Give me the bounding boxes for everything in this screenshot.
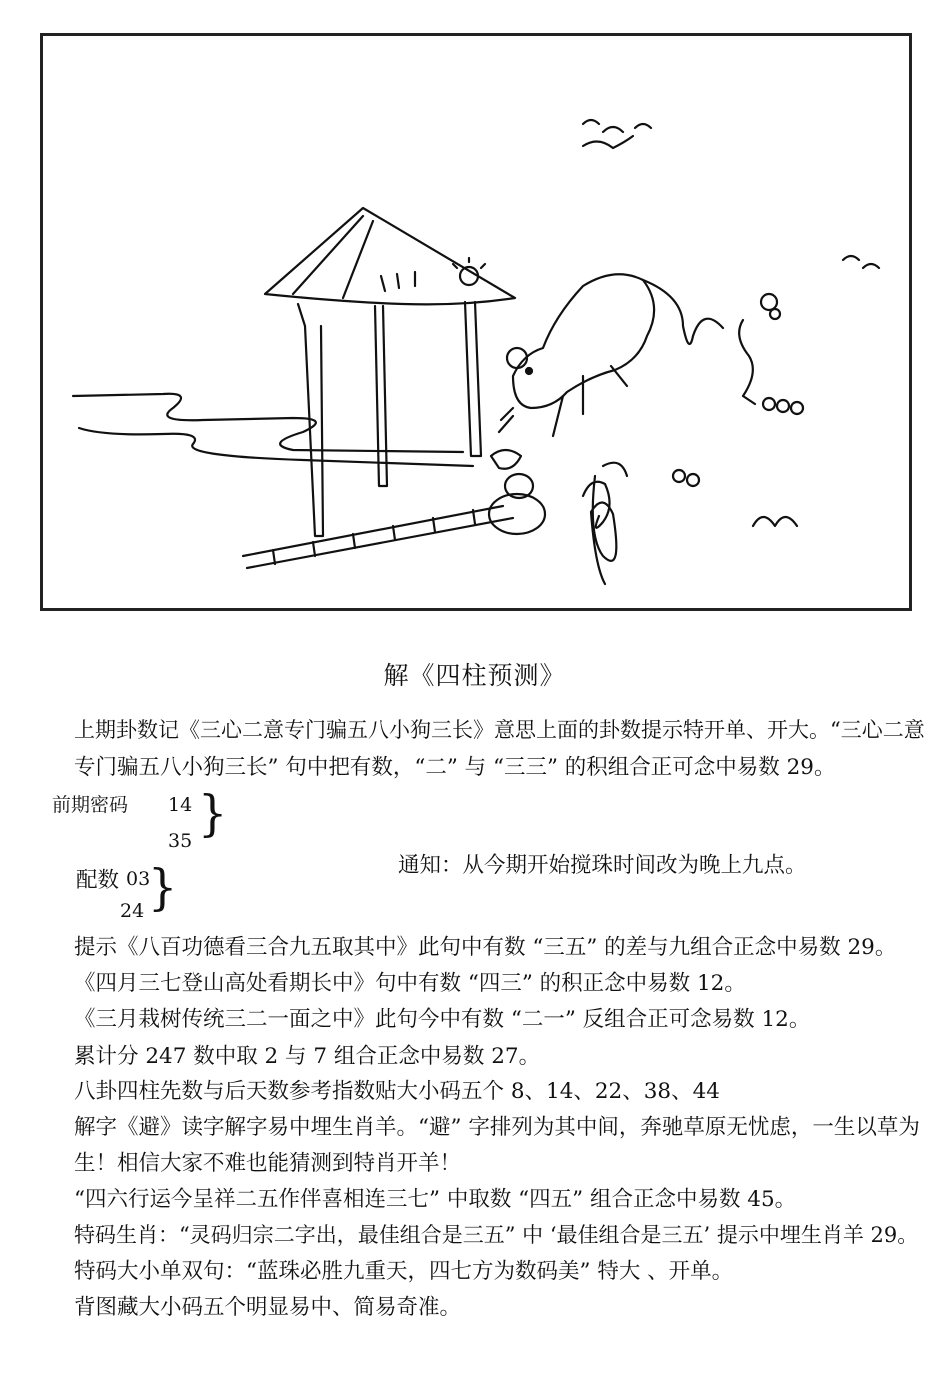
pairing-brace: }: [148, 858, 178, 916]
pavilion-pillars: [298, 302, 481, 536]
content-line-8: “四六行运今呈祥二五作伴喜相连三七” 中取数 “四五” 组合正念中易数 45。: [74, 1187, 797, 1212]
previous-code-label: 前期密码: [52, 794, 129, 816]
pairing-label: 配数: [76, 868, 120, 893]
log-ladder: [243, 506, 513, 568]
content-line-2: 《四月三七登山高处看期长中》句中有数 “四三” 的积正念中易数 12。: [74, 971, 746, 996]
content-line-6: 解字《避》读字解字易中埋生肖羊。“避” 字排列为其中间，奔驰草原无忧虑，一生以草为: [74, 1115, 920, 1140]
winding-path: [73, 394, 473, 466]
notice-text: 通知：从今期开始搅珠时间改为晚上九点。: [398, 853, 807, 878]
previous-code-brace: }: [198, 784, 228, 842]
page-title: 解《四柱预测》: [383, 661, 566, 690]
previous-code-value-2: 35: [168, 830, 193, 852]
content-line-11: 背图藏大小码五个明显易中、简易奇准。: [74, 1295, 462, 1320]
content-line-3: 《三月栽树传统三二一面之中》此句今中有数 “二一” 反组合正可念易数 12。: [74, 1007, 811, 1032]
illustration-frame: [40, 33, 912, 611]
content-line-1: 提示《八百功德看三合九五取其中》此句中有数 “三五” 的差与九组合正念中易数 29。: [74, 935, 897, 960]
pairing-value-2: 24: [120, 900, 145, 922]
flying-birds: [583, 120, 651, 132]
content-line-9: 特码生肖：“灵码归宗二字出，最佳组合是三五” 中 ‘最佳组合是三五’ 提示中埋生肖羊 29。: [74, 1223, 919, 1247]
previous-code-value-1: 14: [168, 794, 193, 816]
rope: [583, 476, 616, 584]
content-line-10: 特码大小单双句：“蓝珠必胜九重天，四七方为数码美” 特大 、开单。: [74, 1259, 734, 1284]
sprout: [739, 320, 755, 404]
intro-line-1: 上期卦数记《三心二意专门骗五八小狗三长》意思上面的卦数提示特开单、开大。“三心二意: [74, 718, 925, 742]
content-line-4: 累计分 247 数中取 2 与 7 组合正念中易数 27。: [74, 1044, 541, 1069]
cartoon-illustration: [43, 36, 909, 608]
content-line-7: 生！相信大家不难也能猜测到特肖开羊！: [74, 1151, 462, 1176]
pairing-value-1: 03: [126, 868, 151, 890]
pavilion-roof: [265, 208, 515, 304]
content-line-5: 八卦四柱先数与后天数参考指数贴大小码五个 8、14、22、38、44: [74, 1079, 720, 1104]
intro-line-2: 专门骗五八小狗三长” 句中把有数，“二” 与 “三三” 的积组合正可念中易数 29。: [74, 755, 836, 780]
